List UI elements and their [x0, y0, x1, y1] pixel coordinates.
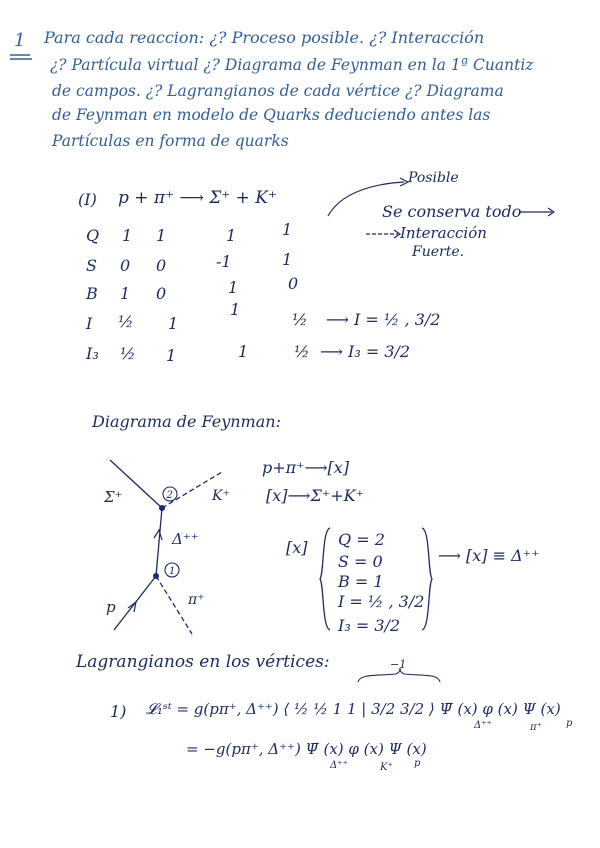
fuerte-label: Fuerte.	[412, 244, 465, 260]
posible-label: Posible	[408, 170, 459, 186]
question-line-5: Partículas en forma de quarks	[52, 132, 289, 150]
table-cell: 1	[168, 314, 179, 333]
table-cell: ½	[120, 344, 136, 363]
isospin3-result: ⟶ I₃ = 3/2	[320, 342, 411, 361]
table-cell: 0	[288, 274, 299, 293]
question-line-4: de Feynman en modelo de Quarks deduciendo antes las	[52, 106, 491, 124]
pion-line	[156, 576, 192, 634]
delta-result: ⟶ [x] ≡ Δ⁺⁺	[438, 546, 540, 565]
question-line-3: de campos. ¿? Lagrangianos de cada vértice ¿? Diagrama	[52, 82, 504, 100]
table-cell: 1	[120, 284, 131, 303]
subscript-proton: p	[566, 718, 573, 729]
table-cell-q: I	[86, 314, 93, 333]
subscript-delta: Δ⁺⁺	[474, 720, 492, 731]
overbrace-label: −1	[390, 658, 407, 671]
pion-label: π⁺	[188, 592, 205, 608]
feynman-eq-2: [x]⟶Σ⁺+K⁺	[266, 486, 365, 505]
table-cell: 1	[228, 278, 239, 297]
table-cell: 0	[156, 284, 167, 303]
feynman-eq-1: p+π⁺⟶[x]	[262, 458, 350, 477]
system-line: S = 0	[338, 552, 383, 571]
subscript-pion: π⁺	[530, 722, 542, 733]
subscript-delta: Δ⁺⁺	[330, 760, 348, 771]
lagrangian-line-2: = −g(pπ⁺, Δ⁺⁺) Ψ̄ (x) φ (x) Ψ (x)	[186, 740, 427, 758]
vertex-2	[159, 505, 165, 511]
table-cell: 1	[166, 346, 177, 365]
table-cell-q: B	[86, 284, 98, 303]
system-line: B = 1	[338, 572, 384, 591]
lagrangian-title: Lagrangianos en los vértices:	[76, 652, 330, 672]
question-number: 1	[14, 30, 26, 51]
se-conserva-label: Se conserva todo	[382, 202, 522, 221]
left-brace	[316, 524, 334, 634]
delta-label: Δ⁺⁺	[172, 530, 199, 548]
table-cell-q: Q	[86, 226, 100, 245]
feynman-diagram	[90, 450, 250, 640]
table-cell-q: S	[86, 256, 97, 275]
system-line: I₃ = 3/2	[338, 616, 401, 635]
vertex-1	[153, 573, 159, 579]
se-conserva-arrow	[518, 206, 558, 218]
vertex-1-label: 1	[169, 566, 176, 577]
feynman-title: Diagrama de Feynman:	[92, 412, 281, 431]
table-cell: -1	[216, 252, 232, 271]
interaccion-arrow	[364, 228, 404, 240]
reaction-equation: p + π⁺ ⟶ Σ⁺ + K⁺	[118, 188, 277, 208]
question-number-underline	[8, 52, 34, 62]
table-cell-q: I₃	[86, 344, 99, 363]
table-cell: 1	[156, 226, 167, 245]
sigma-label: Σ⁺	[104, 488, 123, 506]
table-cell: 1	[230, 300, 241, 319]
delta-arrow	[154, 530, 162, 540]
proton-label: p	[106, 598, 116, 616]
table-cell: ½	[294, 342, 310, 361]
table-cell: 0	[120, 256, 131, 275]
table-cell: ½	[118, 312, 134, 331]
question-line-1: Para cada reaccion: ¿? Proceso posible. ¿? Interacción	[44, 28, 485, 47]
table-cell: 1	[282, 220, 293, 239]
interaccion-label: Interacción	[400, 224, 487, 242]
table-cell: 1	[122, 226, 133, 245]
right-brace	[418, 524, 436, 634]
x-label: [x]	[286, 538, 308, 557]
system-line: I = ½ , 3/2	[338, 592, 425, 611]
delta-propagator	[156, 508, 162, 576]
lagrangian-line-1: 𝓛₁ˢᵗ = g(pπ⁺, Δ⁺⁺) ⟨ ½ ½ 1 1 | 3/2 3/2 ⟩ Ψ̄ (x) φ (x) Ψ (x)	[146, 700, 561, 718]
system-line: Q = 2	[338, 530, 385, 549]
subscript-proton: p	[414, 758, 421, 769]
isospin-result: ⟶ I = ½ , 3/2	[326, 310, 441, 329]
table-cell: 1	[226, 226, 237, 245]
table-cell: ½	[292, 310, 308, 329]
table-cell: 1	[238, 342, 249, 361]
subscript-kaon: K⁺	[380, 762, 393, 773]
kaon-label: K⁺	[212, 488, 230, 504]
table-cell: 0	[156, 256, 167, 275]
reaction-label: (I)	[78, 190, 97, 209]
vertex-2-label: 2	[166, 490, 173, 501]
question-line-2: ¿? Partícula virtual ¿? Diagrama de Feynman en la 1ª Cuantiz	[50, 56, 534, 74]
lagrangian-number: 1)	[110, 702, 127, 721]
table-cell: 1	[282, 250, 293, 269]
